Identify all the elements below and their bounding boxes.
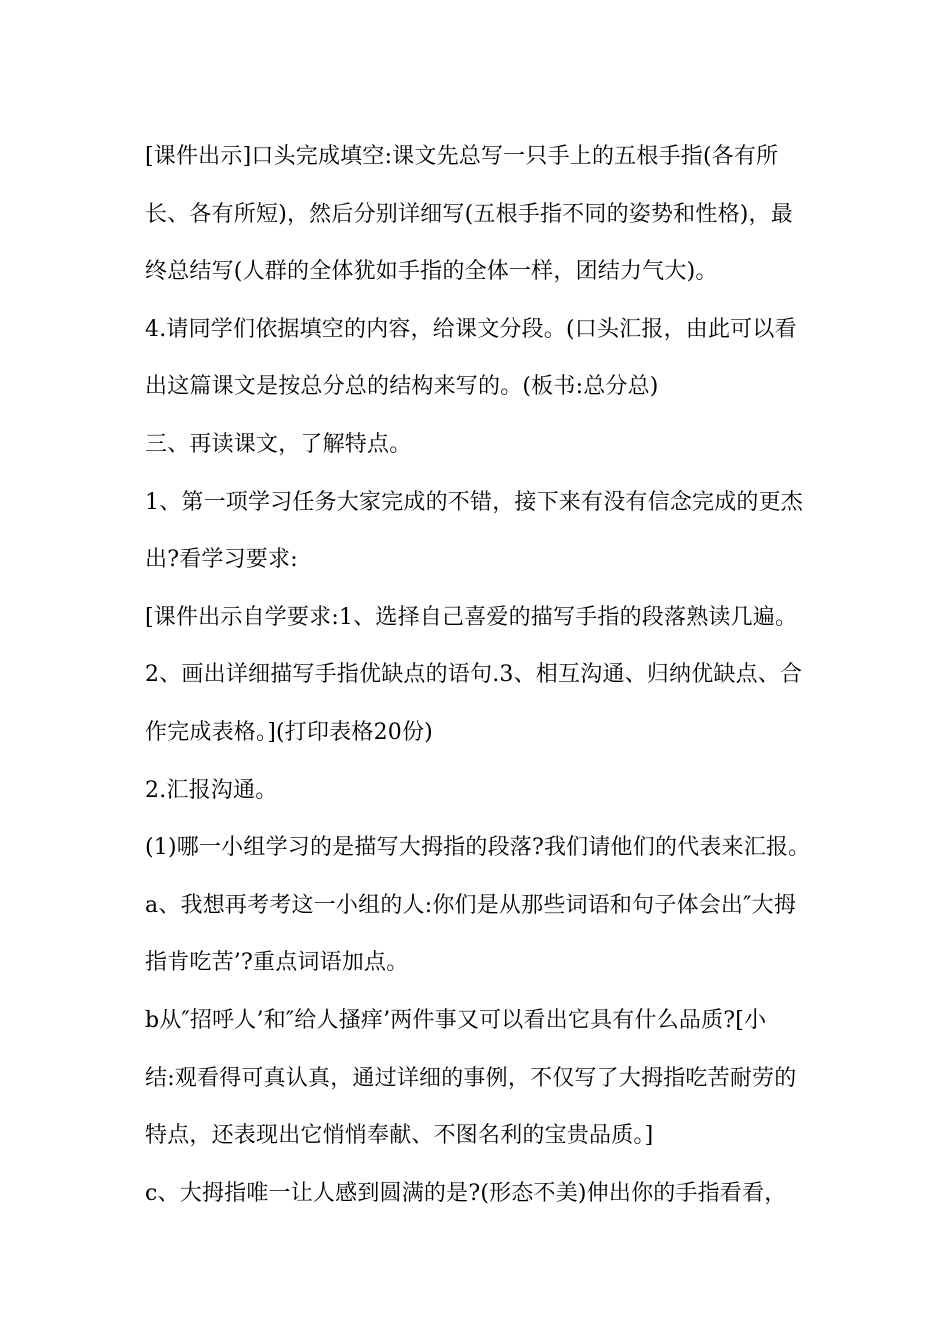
text-line: 作完成表格。](打印表格20份) [145, 719, 433, 745]
text-line: 2、画出详细描写手指优缺点的语句.3、相互沟通、归纳优缺点、合 [145, 662, 803, 688]
text-line: a、我想再考考这一小组的人:你们是从那些词语和句子体会出″大拇 [145, 892, 796, 918]
text-line: 出?看学习要求: [145, 547, 298, 573]
text-line: 1、第一项学习任务大家完成的不错，接下来有没有信念完成的更杰 [145, 489, 803, 515]
text-line: 4.请同学们依据填空的内容，给课文分段。(口头汇报，由此可以看 [145, 316, 797, 342]
text-line: 终总结写(人群的全体犹如手指的全体一样，团结力气大)。 [145, 259, 718, 285]
text-line: 长、各有所短)，然后分别详细写(五根手指不同的姿势和性格)，最 [145, 201, 793, 227]
text-line: [课件出示自学要求:1、选择自己喜爱的描写手指的段落熟读几遍。 [145, 604, 798, 630]
text-line: b从″招呼人’和″给人搔痒’两件事又可以看出它具有什么品质?[小 [145, 1007, 767, 1033]
section-heading: 三、再读课文，了解特点。 [145, 431, 412, 457]
text-line: (1)哪一小组学习的是描写大拇指的段落?我们请他们的代表来汇报。 [145, 835, 811, 861]
text-line: [课件出示]口头完成填空:课文先总写一只手上的五根手指(各有所 [145, 144, 779, 169]
text-line: 出这篇课文是按总分总的结构来写的。(板书:总分总) [145, 374, 659, 400]
document-body [145, 128, 825, 1222]
text-line: 特点，还表现出它悄悄奉献、不图名利的宝贵品质。] [145, 1123, 654, 1149]
text-line: 结:观看得可真认真，通过详细的事例，不仅写了大拇指吃苦耐劳的 [145, 1065, 797, 1091]
text-line: c、大拇指唯一让人感到圆满的是?(形态不美)伸出你的手指看看， [145, 1180, 787, 1206]
text-line: 2.汇报沟通。 [145, 777, 278, 803]
text-line: 指肯吃苦’?重点词语加点。 [145, 950, 409, 976]
